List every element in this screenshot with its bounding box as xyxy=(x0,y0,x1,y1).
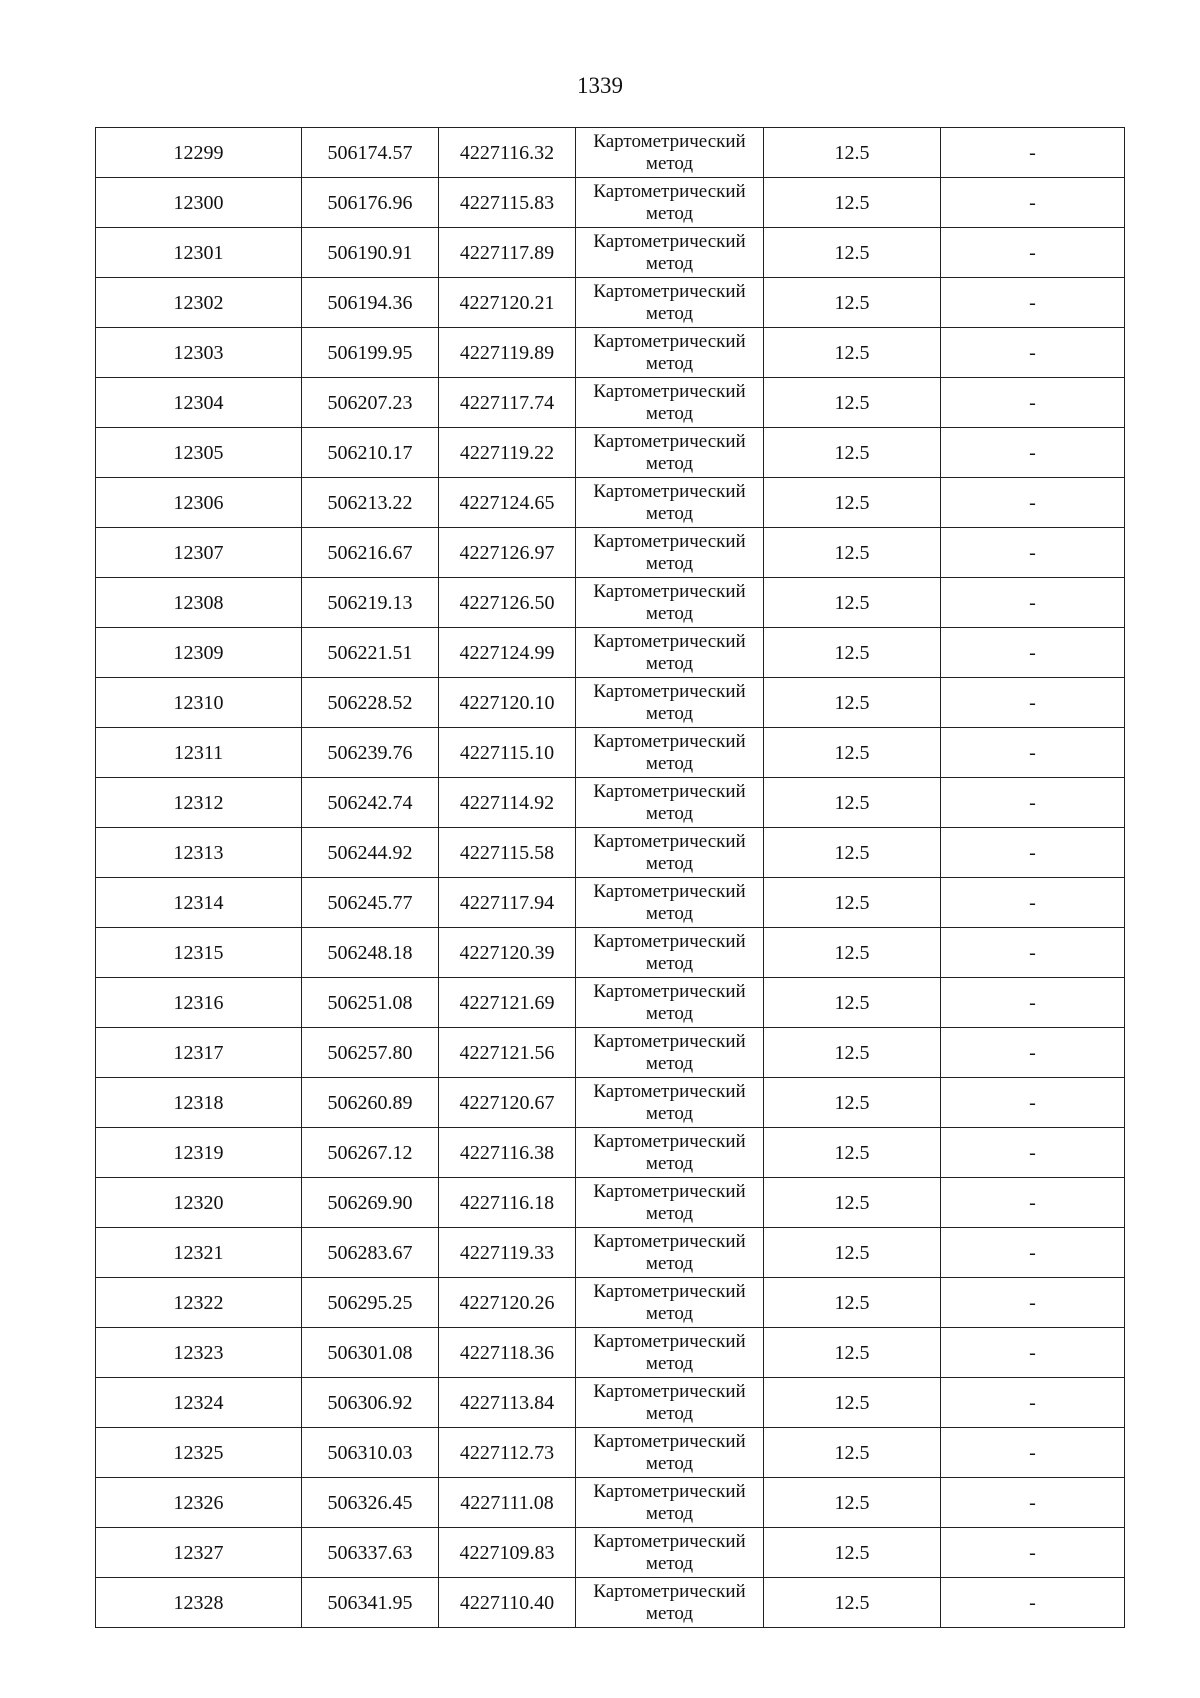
table-row xyxy=(96,628,1125,678)
x-coordinate-cell: 506248.18 xyxy=(302,928,439,978)
x-coordinate-cell: 506242.74 xyxy=(302,778,439,828)
note-cell: - xyxy=(941,1028,1125,1078)
point-number-cell: 12300 xyxy=(96,178,302,228)
point-number-cell: 12311 xyxy=(96,728,302,778)
accuracy-cell: 12.5 xyxy=(764,128,941,178)
accuracy-cell: 12.5 xyxy=(764,1128,941,1178)
note-cell: - xyxy=(941,1428,1125,1478)
method-cell: Картометрический метод xyxy=(576,628,764,678)
accuracy-cell: 12.5 xyxy=(764,1078,941,1128)
x-coordinate-cell: 506190.91 xyxy=(302,228,439,278)
point-number-cell: 12326 xyxy=(96,1478,302,1528)
note-cell: - xyxy=(941,478,1125,528)
point-number-cell: 12308 xyxy=(96,578,302,628)
x-coordinate-cell: 506341.95 xyxy=(302,1578,439,1628)
y-coordinate-cell: 4227117.89 xyxy=(439,228,576,278)
method-cell: Картометрический метод xyxy=(576,1328,764,1378)
x-coordinate-cell: 506174.57 xyxy=(302,128,439,178)
note-cell: - xyxy=(941,1178,1125,1228)
y-coordinate-cell: 4227109.83 xyxy=(439,1528,576,1578)
table-row xyxy=(96,728,1125,778)
method-cell: Картометрический метод xyxy=(576,1278,764,1328)
note-cell: - xyxy=(941,1078,1125,1128)
table-row xyxy=(96,878,1125,928)
page-number: 1339 xyxy=(577,73,623,98)
table-row xyxy=(96,1378,1125,1428)
note-cell: - xyxy=(941,1528,1125,1578)
method-cell: Картометрический метод xyxy=(576,278,764,328)
method-cell: Картометрический метод xyxy=(576,778,764,828)
x-coordinate-cell: 506213.22 xyxy=(302,478,439,528)
method-cell: Картометрический метод xyxy=(576,228,764,278)
y-coordinate-cell: 4227120.39 xyxy=(439,928,576,978)
y-coordinate-cell: 4227124.99 xyxy=(439,628,576,678)
x-coordinate-cell: 506295.25 xyxy=(302,1278,439,1328)
x-coordinate-cell: 506194.36 xyxy=(302,278,439,328)
method-cell: Картометрический метод xyxy=(576,1578,764,1628)
accuracy-cell: 12.5 xyxy=(764,1578,941,1628)
accuracy-cell: 12.5 xyxy=(764,378,941,428)
note-cell: - xyxy=(941,378,1125,428)
accuracy-cell: 12.5 xyxy=(764,178,941,228)
table-row xyxy=(96,1478,1125,1528)
accuracy-cell: 12.5 xyxy=(764,1228,941,1278)
note-cell: - xyxy=(941,428,1125,478)
note-cell: - xyxy=(941,1228,1125,1278)
accuracy-cell: 12.5 xyxy=(764,628,941,678)
x-coordinate-cell: 506207.23 xyxy=(302,378,439,428)
point-number-cell: 12313 xyxy=(96,828,302,878)
method-cell: Картометрический метод xyxy=(576,1078,764,1128)
accuracy-cell: 12.5 xyxy=(764,678,941,728)
point-number-cell: 12307 xyxy=(96,528,302,578)
table-row xyxy=(96,428,1125,478)
y-coordinate-cell: 4227120.10 xyxy=(439,678,576,728)
method-cell: Картометрический метод xyxy=(576,578,764,628)
point-number-cell: 12328 xyxy=(96,1578,302,1628)
accuracy-cell: 12.5 xyxy=(764,978,941,1028)
x-coordinate-cell: 506245.77 xyxy=(302,878,439,928)
method-cell: Картометрический метод xyxy=(576,528,764,578)
table-row xyxy=(96,578,1125,628)
note-cell: - xyxy=(941,228,1125,278)
x-coordinate-cell: 506306.92 xyxy=(302,1378,439,1428)
method-cell: Картометрический метод xyxy=(576,1528,764,1578)
table-row xyxy=(96,1128,1125,1178)
y-coordinate-cell: 4227118.36 xyxy=(439,1328,576,1378)
method-cell: Картометрический метод xyxy=(576,928,764,978)
note-cell: - xyxy=(941,878,1125,928)
y-coordinate-cell: 4227120.26 xyxy=(439,1278,576,1328)
accuracy-cell: 12.5 xyxy=(764,828,941,878)
accuracy-cell: 12.5 xyxy=(764,1328,941,1378)
point-number-cell: 12303 xyxy=(96,328,302,378)
x-coordinate-cell: 506228.52 xyxy=(302,678,439,728)
table-row xyxy=(96,828,1125,878)
table-row xyxy=(96,228,1125,278)
method-cell: Картометрический метод xyxy=(576,1178,764,1228)
x-coordinate-cell: 506269.90 xyxy=(302,1178,439,1228)
y-coordinate-cell: 4227116.18 xyxy=(439,1178,576,1228)
x-coordinate-cell: 506219.13 xyxy=(302,578,439,628)
table-row xyxy=(96,1028,1125,1078)
table-row xyxy=(96,978,1125,1028)
point-number-cell: 12318 xyxy=(96,1078,302,1128)
point-number-cell: 12317 xyxy=(96,1028,302,1078)
y-coordinate-cell: 4227117.74 xyxy=(439,378,576,428)
point-number-cell: 12312 xyxy=(96,778,302,828)
method-cell: Картометрический метод xyxy=(576,478,764,528)
point-number-cell: 12316 xyxy=(96,978,302,1028)
accuracy-cell: 12.5 xyxy=(764,228,941,278)
method-cell: Картометрический метод xyxy=(576,828,764,878)
point-number-cell: 12325 xyxy=(96,1428,302,1478)
method-cell: Картометрический метод xyxy=(576,178,764,228)
method-cell: Картометрический метод xyxy=(576,328,764,378)
y-coordinate-cell: 4227120.67 xyxy=(439,1078,576,1128)
accuracy-cell: 12.5 xyxy=(764,1028,941,1078)
note-cell: - xyxy=(941,328,1125,378)
x-coordinate-cell: 506216.67 xyxy=(302,528,439,578)
accuracy-cell: 12.5 xyxy=(764,328,941,378)
table-row xyxy=(96,928,1125,978)
table-row xyxy=(96,1078,1125,1128)
table-row xyxy=(96,278,1125,328)
note-cell: - xyxy=(941,728,1125,778)
y-coordinate-cell: 4227115.83 xyxy=(439,178,576,228)
note-cell: - xyxy=(941,1128,1125,1178)
x-coordinate-cell: 506283.67 xyxy=(302,1228,439,1278)
accuracy-cell: 12.5 xyxy=(764,1428,941,1478)
accuracy-cell: 12.5 xyxy=(764,278,941,328)
y-coordinate-cell: 4227126.50 xyxy=(439,578,576,628)
accuracy-cell: 12.5 xyxy=(764,428,941,478)
x-coordinate-cell: 506251.08 xyxy=(302,978,439,1028)
table-row xyxy=(96,328,1125,378)
point-number-cell: 12304 xyxy=(96,378,302,428)
x-coordinate-cell: 506210.17 xyxy=(302,428,439,478)
table-row xyxy=(96,778,1125,828)
point-number-cell: 12306 xyxy=(96,478,302,528)
table-row xyxy=(96,528,1125,578)
note-cell: - xyxy=(941,528,1125,578)
note-cell: - xyxy=(941,278,1125,328)
y-coordinate-cell: 4227110.40 xyxy=(439,1578,576,1628)
point-number-cell: 12321 xyxy=(96,1228,302,1278)
x-coordinate-cell: 506257.80 xyxy=(302,1028,439,1078)
y-coordinate-cell: 4227117.94 xyxy=(439,878,576,928)
table-row xyxy=(96,1328,1125,1378)
x-coordinate-cell: 506310.03 xyxy=(302,1428,439,1478)
coordinates-table-body xyxy=(96,128,1125,1628)
note-cell: - xyxy=(941,1378,1125,1428)
x-coordinate-cell: 506239.76 xyxy=(302,728,439,778)
accuracy-cell: 12.5 xyxy=(764,1178,941,1228)
accuracy-cell: 12.5 xyxy=(764,728,941,778)
table-row xyxy=(96,178,1125,228)
table-row xyxy=(96,1578,1125,1628)
method-cell: Картометрический метод xyxy=(576,1028,764,1078)
accuracy-cell: 12.5 xyxy=(764,928,941,978)
point-number-cell: 12302 xyxy=(96,278,302,328)
coordinates-table xyxy=(95,127,1125,1628)
note-cell: - xyxy=(941,128,1125,178)
y-coordinate-cell: 4227119.89 xyxy=(439,328,576,378)
table-row xyxy=(96,1528,1125,1578)
method-cell: Картометрический метод xyxy=(576,878,764,928)
note-cell: - xyxy=(941,978,1125,1028)
accuracy-cell: 12.5 xyxy=(764,528,941,578)
table-row xyxy=(96,1228,1125,1278)
y-coordinate-cell: 4227111.08 xyxy=(439,1478,576,1528)
accuracy-cell: 12.5 xyxy=(764,778,941,828)
accuracy-cell: 12.5 xyxy=(764,478,941,528)
table-row xyxy=(96,378,1125,428)
x-coordinate-cell: 506301.08 xyxy=(302,1328,439,1378)
y-coordinate-cell: 4227116.38 xyxy=(439,1128,576,1178)
y-coordinate-cell: 4227121.56 xyxy=(439,1028,576,1078)
y-coordinate-cell: 4227124.65 xyxy=(439,478,576,528)
note-cell: - xyxy=(941,628,1125,678)
x-coordinate-cell: 506260.89 xyxy=(302,1078,439,1128)
method-cell: Картометрический метод xyxy=(576,1378,764,1428)
note-cell: - xyxy=(941,928,1125,978)
point-number-cell: 12322 xyxy=(96,1278,302,1328)
x-coordinate-cell: 506221.51 xyxy=(302,628,439,678)
method-cell: Картометрический метод xyxy=(576,1428,764,1478)
point-number-cell: 12315 xyxy=(96,928,302,978)
y-coordinate-cell: 4227115.10 xyxy=(439,728,576,778)
y-coordinate-cell: 4227120.21 xyxy=(439,278,576,328)
note-cell: - xyxy=(941,1278,1125,1328)
accuracy-cell: 12.5 xyxy=(764,1528,941,1578)
table-row xyxy=(96,128,1125,178)
point-number-cell: 12320 xyxy=(96,1178,302,1228)
accuracy-cell: 12.5 xyxy=(764,878,941,928)
x-coordinate-cell: 506176.96 xyxy=(302,178,439,228)
x-coordinate-cell: 506326.45 xyxy=(302,1478,439,1528)
table-row xyxy=(96,678,1125,728)
point-number-cell: 12305 xyxy=(96,428,302,478)
method-cell: Картометрический метод xyxy=(576,978,764,1028)
point-number-cell: 12299 xyxy=(96,128,302,178)
y-coordinate-cell: 4227119.33 xyxy=(439,1228,576,1278)
note-cell: - xyxy=(941,578,1125,628)
table-row xyxy=(96,1178,1125,1228)
point-number-cell: 12327 xyxy=(96,1528,302,1578)
y-coordinate-cell: 4227114.92 xyxy=(439,778,576,828)
accuracy-cell: 12.5 xyxy=(764,578,941,628)
y-coordinate-cell: 4227115.58 xyxy=(439,828,576,878)
x-coordinate-cell: 506199.95 xyxy=(302,328,439,378)
y-coordinate-cell: 4227112.73 xyxy=(439,1428,576,1478)
accuracy-cell: 12.5 xyxy=(764,1278,941,1328)
method-cell: Картометрический метод xyxy=(576,678,764,728)
method-cell: Картометрический метод xyxy=(576,1478,764,1528)
x-coordinate-cell: 506337.63 xyxy=(302,1528,439,1578)
accuracy-cell: 12.5 xyxy=(764,1378,941,1428)
y-coordinate-cell: 4227113.84 xyxy=(439,1378,576,1428)
x-coordinate-cell: 506267.12 xyxy=(302,1128,439,1178)
note-cell: - xyxy=(941,828,1125,878)
point-number-cell: 12324 xyxy=(96,1378,302,1428)
x-coordinate-cell: 506244.92 xyxy=(302,828,439,878)
point-number-cell: 12319 xyxy=(96,1128,302,1178)
note-cell: - xyxy=(941,1478,1125,1528)
point-number-cell: 12323 xyxy=(96,1328,302,1378)
method-cell: Картометрический метод xyxy=(576,1128,764,1178)
table-row xyxy=(96,478,1125,528)
note-cell: - xyxy=(941,1328,1125,1378)
method-cell: Картометрический метод xyxy=(576,428,764,478)
method-cell: Картометрический метод xyxy=(576,728,764,778)
note-cell: - xyxy=(941,778,1125,828)
note-cell: - xyxy=(941,178,1125,228)
point-number-cell: 12314 xyxy=(96,878,302,928)
table-row xyxy=(96,1428,1125,1478)
accuracy-cell: 12.5 xyxy=(764,1478,941,1528)
method-cell: Картометрический метод xyxy=(576,1228,764,1278)
note-cell: - xyxy=(941,678,1125,728)
y-coordinate-cell: 4227126.97 xyxy=(439,528,576,578)
y-coordinate-cell: 4227116.32 xyxy=(439,128,576,178)
y-coordinate-cell: 4227119.22 xyxy=(439,428,576,478)
y-coordinate-cell: 4227121.69 xyxy=(439,978,576,1028)
method-cell: Картометрический метод xyxy=(576,128,764,178)
method-cell: Картометрический метод xyxy=(576,378,764,428)
point-number-cell: 12301 xyxy=(96,228,302,278)
point-number-cell: 12309 xyxy=(96,628,302,678)
point-number-cell: 12310 xyxy=(96,678,302,728)
table-row xyxy=(96,1278,1125,1328)
note-cell: - xyxy=(941,1578,1125,1628)
